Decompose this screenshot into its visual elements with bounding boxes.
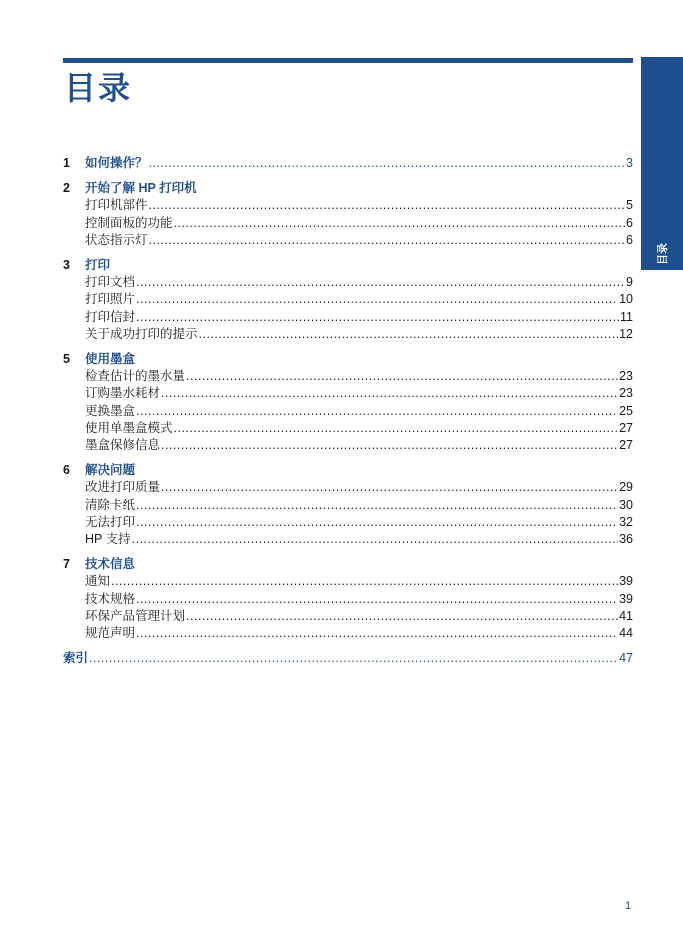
chapter-title: 开始了解 HP 打印机 (85, 181, 197, 196)
dot-leader (136, 625, 618, 642)
chapter-number: 1 (63, 156, 70, 170)
chapter-page: 3 (626, 156, 633, 170)
entry-page: 27 (619, 438, 633, 453)
entry-title: 规范声明 (85, 626, 136, 641)
toc-chapter (63, 155, 633, 172)
entry-title: 墨盒保修信息 (85, 438, 161, 453)
dot-leader (186, 608, 618, 625)
toc-entry[interactable] (63, 573, 633, 590)
entry-title: 通知 (85, 574, 111, 589)
chapter-number: 5 (63, 352, 70, 367)
toc-chapter-heading[interactable] (63, 257, 633, 274)
toc-chapter-heading[interactable] (63, 180, 633, 197)
toc-entry[interactable] (63, 232, 633, 249)
entry-title: 打印照片 (85, 292, 136, 307)
entry-page: 25 (619, 403, 633, 418)
toc-entry[interactable] (63, 309, 633, 326)
toc-entry[interactable] (63, 215, 633, 232)
dot-leader (136, 497, 618, 514)
entry-page: 11 (620, 309, 633, 324)
dot-leader (136, 403, 618, 420)
toc-entry[interactable] (63, 368, 633, 385)
dot-leader (149, 197, 626, 214)
chapter-number: 3 (63, 258, 70, 273)
entry-title: 使用单墨盒模式 (85, 420, 173, 435)
toc-chapter (63, 462, 633, 548)
entry-page: 41 (619, 608, 633, 623)
toc-entry[interactable] (63, 531, 633, 548)
dot-leader (132, 531, 618, 548)
entry-title: 更换墨盒 (85, 403, 136, 418)
entry-page: 23 (619, 369, 633, 384)
entry-page: 32 (619, 514, 633, 529)
entry-page: 39 (619, 574, 633, 589)
dot-leader (136, 591, 618, 608)
index-page: 47 (619, 651, 633, 666)
toc-entry[interactable] (63, 608, 633, 625)
toc-entry[interactable] (63, 497, 633, 514)
entry-page: 29 (619, 480, 633, 495)
dot-leader (136, 291, 618, 308)
toc-entry[interactable] (63, 420, 633, 437)
toc-entry[interactable] (63, 274, 633, 291)
entry-title: 状态指示灯 (85, 232, 148, 247)
chapter-number: 6 (63, 463, 70, 478)
toc-entry[interactable] (63, 437, 633, 454)
entry-title: 控制面板的功能 (85, 215, 173, 230)
entry-page: 23 (619, 386, 633, 401)
entry-page: 6 (626, 232, 633, 247)
index-title: 索引 (63, 651, 89, 666)
chapter-title: 打印 (85, 258, 111, 273)
toc-entry[interactable] (63, 514, 633, 531)
table-of-contents (63, 155, 633, 667)
entry-page: 39 (619, 591, 633, 606)
toc-index-entry[interactable] (63, 650, 633, 667)
entry-title: 环保产品管理计划 (85, 608, 186, 623)
toc-entry[interactable] (63, 479, 633, 496)
entry-title: 改进打印质量 (85, 480, 161, 495)
dot-leader (199, 326, 619, 343)
dot-leader (149, 232, 626, 249)
entry-page: 10 (619, 292, 633, 307)
entry-title: 打印文档 (85, 275, 136, 290)
entry-title: 技术规格 (85, 591, 136, 606)
toc-chapter (63, 257, 633, 343)
entry-page: 44 (619, 626, 633, 641)
dot-leader (89, 650, 618, 667)
toc-entry[interactable] (63, 326, 633, 343)
dot-leader (111, 573, 618, 590)
entry-title: 检查估计的墨水量 (85, 369, 186, 384)
entry-page: 27 (619, 420, 633, 435)
toc-entry[interactable] (63, 291, 633, 308)
toc-entry[interactable] (63, 625, 633, 642)
entry-page: 9 (626, 275, 633, 290)
dot-leader (186, 368, 618, 385)
toc-chapter (63, 351, 633, 454)
entry-title: 打印机部件 (85, 198, 148, 213)
entry-title: HP 支持 (85, 532, 131, 547)
chapter-title: 技术信息 (85, 557, 136, 572)
side-tab (641, 57, 683, 270)
dot-leader (149, 155, 626, 172)
chapter-number: 7 (63, 557, 70, 572)
page-title: 目录 (64, 70, 133, 106)
dot-leader (136, 514, 618, 531)
entry-title: 打印信封 (85, 309, 136, 324)
entry-page: 36 (619, 532, 633, 547)
toc-entry[interactable] (63, 403, 633, 420)
entry-title: 订购墨水耗材 (85, 386, 161, 401)
page-number: 1 (625, 900, 632, 912)
entry-page: 30 (619, 497, 633, 512)
toc-chapter (63, 556, 633, 642)
dot-leader (174, 420, 619, 437)
dot-leader (161, 479, 618, 496)
chapter-title: 解决问题 (85, 463, 136, 478)
entry-page: 12 (619, 326, 633, 341)
chapter-title: 使用墨盒 (85, 352, 136, 367)
toc-chapter (63, 180, 633, 249)
dot-leader (161, 437, 618, 454)
toc-entry[interactable] (63, 385, 633, 402)
entry-title: 无法打印 (85, 514, 136, 529)
toc-chapter-heading[interactable] (63, 462, 633, 479)
entry-page: 5 (626, 198, 633, 213)
chapter-title: 如何操作？ (85, 156, 148, 170)
dot-leader (136, 274, 625, 291)
toc-chapter-heading[interactable] (63, 556, 633, 573)
entry-title: 关于成功打印的提示 (85, 326, 198, 341)
entry-page: 6 (626, 215, 633, 230)
top-rule (63, 58, 633, 63)
dot-leader (136, 309, 619, 326)
toc-chapter-heading[interactable] (63, 155, 633, 172)
toc-entry[interactable] (63, 197, 633, 214)
entry-title: 清除卡纸 (85, 497, 136, 512)
dot-leader (161, 385, 618, 402)
side-tab-label: 目录 (657, 243, 669, 265)
toc-chapter-heading[interactable] (63, 351, 633, 368)
toc-entry[interactable] (63, 591, 633, 608)
dot-leader (174, 215, 626, 232)
chapter-number: 2 (63, 181, 70, 196)
